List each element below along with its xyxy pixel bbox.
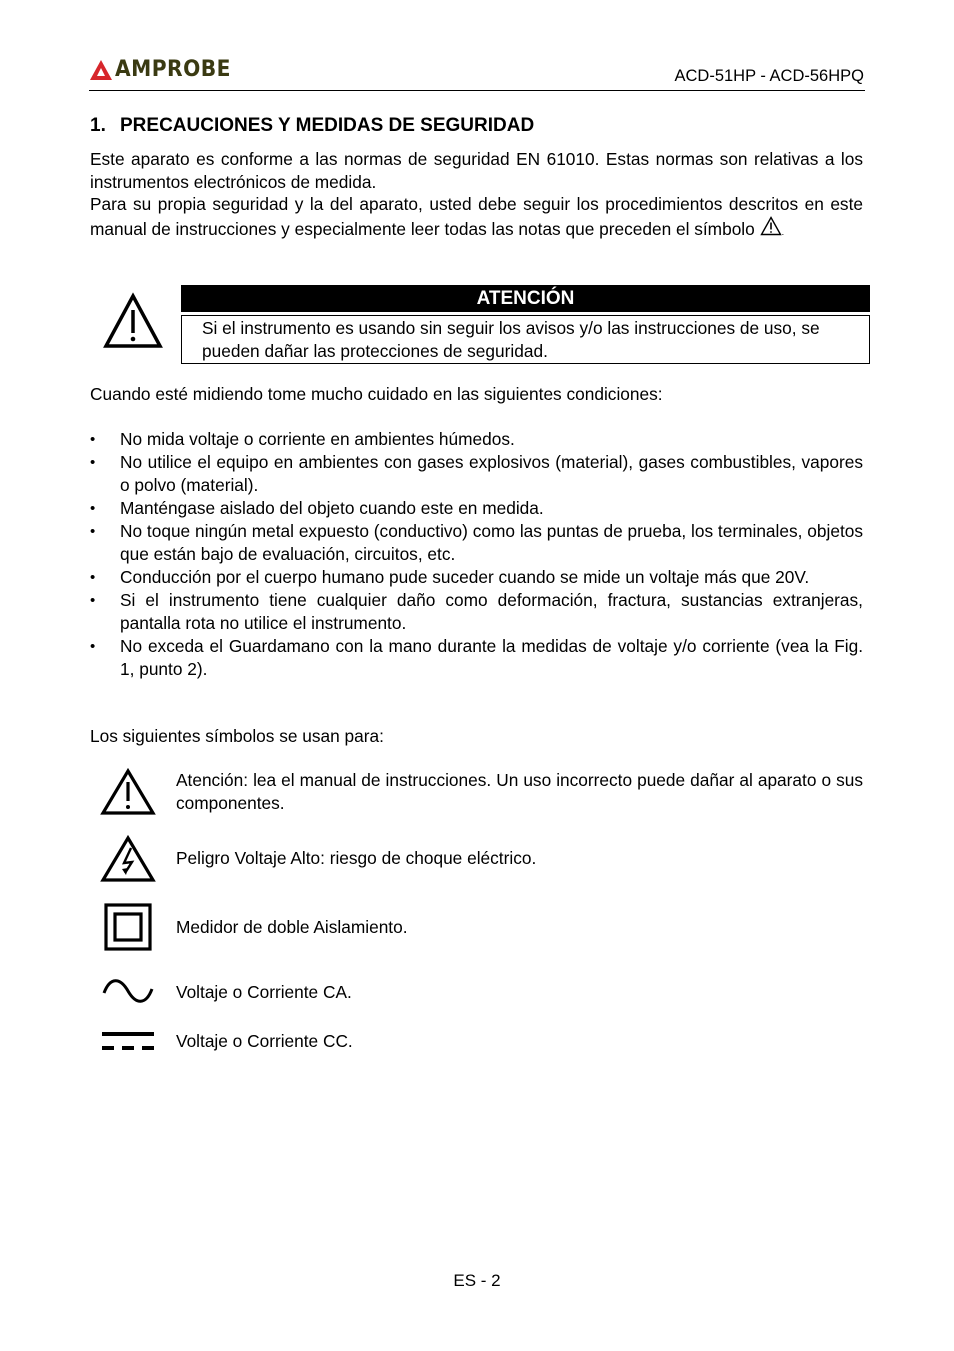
attention-title: ATENCIÓN (181, 285, 870, 312)
symbol-description: Atención: lea el manual de instrucciones. Un uso incorrecto puede dañar al aparato o sus componentes. (176, 770, 863, 813)
header-divider (89, 90, 865, 91)
section-heading (90, 115, 534, 137)
double-insulation-icon (104, 903, 152, 951)
attention-warning-icon (102, 292, 164, 350)
intro-paragraph-2-text: Para su propia seguridad y la del aparato, usted debe seguir los procedimientos descritos en este manual de instrucciones y especialmente leer todas las notas que preceden el símbolo (90, 194, 863, 239)
intro-paragraph-2-end: . (781, 226, 785, 237)
warning-triangle-icon (100, 768, 156, 816)
symbol-description: Peligro Voltaje Alto: riesgo de choque eléctrico. (176, 848, 537, 868)
dc-icon (102, 1030, 154, 1054)
brand-name: AMPROBE (115, 57, 231, 82)
symbols-intro: Los siguientes símbolos se usan para: (90, 726, 384, 746)
list-item: • No mida voltaje o corriente en ambientes húmedos. (90, 428, 863, 451)
list-item: • No utilice el equipo en ambientes con gases explosivos (material), gases combustibles, vapores o polvo (material). (90, 451, 863, 497)
ac-wave-icon (102, 975, 154, 1007)
high-voltage-icon (100, 835, 156, 883)
intro-paragraph-2 (90, 193, 863, 243)
attention-box (181, 285, 870, 364)
list-item: • No exceda el Guardamano con la mano durante la medidas de voltaje y/o corriente (vea la Fig. 1, punto 2). (90, 635, 863, 681)
conditions-list (90, 428, 863, 681)
symbol-description: Voltaje o Corriente CC. (176, 1031, 353, 1051)
intro-paragraph-1: Este aparato es conforme a las normas de seguridad EN 61010. Estas normas son relativas a los instrumentos electrónicos de medida. (90, 149, 863, 192)
conditions-intro: Cuando esté midiendo tome mucho cuidado en las siguientes condiciones: (90, 384, 663, 404)
section-title: PRECAUCIONES Y MEDIDAS DE SEGURIDAD (120, 115, 535, 136)
attention-body-frame (181, 315, 870, 364)
page-number: ES - 2 (453, 1271, 501, 1290)
brand-logo (89, 57, 241, 82)
section-number: 1. (90, 115, 106, 136)
symbol-description: Voltaje o Corriente CA. (176, 982, 352, 1002)
amprobe-logo-icon (89, 59, 113, 81)
list-item: • No toque ningún metal expuesto (conductivo) como las puntas de prueba, los terminales, objetos que están bajo de evaluación, circuitos, etc. (90, 520, 863, 566)
symbol-description: Medidor de doble Aislamiento. (176, 917, 408, 937)
list-item: • Manténgase aislado del objeto cuando este en medida. (90, 497, 863, 520)
list-item: • Si el instrumento tiene cualquier daño como deformación, fractura, sustancias extranjeras, pantalla rota no utilice el instrumento. (90, 589, 863, 635)
inline-warning-icon (760, 216, 782, 236)
model-number: ACD-51HP - ACD-56HPQ (674, 67, 864, 85)
attention-body: Si el instrumento es usando sin seguir los avisos y/o las instrucciones de uso, se pueden dañar las protecciones de seguridad. (181, 316, 870, 364)
list-item: • Conducción por el cuerpo humano pude suceder cuando se mide un voltaje más que 20V. (90, 566, 863, 589)
